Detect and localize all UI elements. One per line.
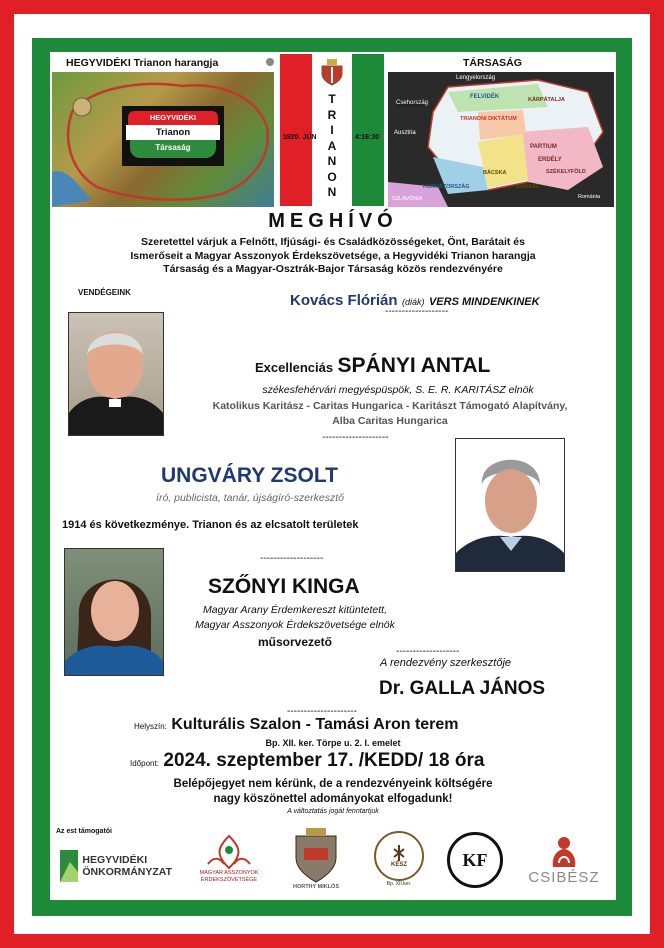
treaty-date: 1920. JÚN [283,134,317,141]
tricolor-banner [280,54,384,206]
editor-name: Dr. GALLA JÁNOS [379,678,546,699]
guest-szonyi: SZŐNYI KINGA [208,575,360,598]
guest-kovacs: Kovács Flórián (diák) VERS MINDENKINEK [290,292,540,309]
spanyi-role: székesfehérvári megyéspüspök, S. E. R. KARITÁSZ elnök [262,384,534,396]
photo-ungvary [455,438,565,572]
venue: Helyszín: Kulturális Szalon - Tamási Aron terem [134,716,459,733]
guests-label: VENDÉGEINK [78,288,131,297]
sponsor-kesz-logo: KÉSZ Bp. XII.ker. [372,830,426,888]
admission-note: Belépőjegyet nem kérünk, de a rendezvényeink költségére nagy köszönettel adományokat elfogadunk! [173,778,493,805]
sponsor-horthy-logo: HORTHY MIKLÓS [282,822,350,894]
divider: ------------------- [260,553,324,564]
bell-icon [266,58,274,66]
divider: --------------------- [287,706,357,717]
invitation-page [50,52,616,900]
sponsor-mae-logo: MAGYAR ASSZONYOK ÉRDEKSZÖVETSÉGE [186,828,272,890]
disclaimer: A változtatás jogát fenntartjuk [287,808,379,815]
folk-motif-icon [204,834,254,870]
historic-hungary-map [52,72,274,207]
sponsor-hegyvideki-logo: HEGYVIDÉKI ÖNKORMÁNYZAT [60,846,172,886]
ungvary-topic: 1914 és következménye. Trianon és az elcsatolt területek [62,519,359,531]
header-right-title: TÁRSASÁG [463,57,522,69]
crest-icon [288,826,344,884]
intro-text: Szeretettel várjuk a Felnőtt, Ifjúsági- és Családközösségeket, Önt, Barátait és Ismerőseit a Magyar Asszonyok Érdekszövetsége, a Hegyvidéki Trianon harangja Társaság és a Magyar-Osztrák-Bajor Társaság közös rendezvényére [130,236,536,275]
event-date: Időpont: 2024. szeptember 17. /KEDD/ 18 óra [130,750,485,771]
map-badge: HEGYVIDÉKI Trianon Társaság [122,106,224,166]
photo-szonyi [64,548,164,676]
spanyi-orgs: Katolikus Karitász - Caritas Hungarica - Karitászt Támogató Alapítvány, Alba Caritas Hungarica [212,400,568,427]
photo-spanyi [68,312,164,436]
header-left-title: HEGYVIDÉKI Trianon harangja [66,57,219,69]
csibesz-emblem-icon [549,835,579,869]
divider: ------------------- [385,306,449,317]
divider: ------------------- [396,646,460,657]
trianon-vertical: T R I A N O N [327,92,337,199]
coat-of-arms-icon [318,58,346,86]
ungvary-role: író, publicista, tanár, újságíró-szerkesztő [156,492,344,504]
treaty-time: 4:16:30 [355,134,380,141]
carpathian-basin-map: Lengyelország Csehország FELVIDÉK KÁRPÁTALJA TRIANONI DIKTÁTUM Ausztria PARTIUM ERDÉLY SZÉKELYFÖLD BÁCSKA HORVÁTORSZÁG BÁNSÁG SZLAVÓNIA Románia [388,72,614,207]
divider: -------------------- [322,432,389,443]
szonyi-honors: Magyar Arany Érdemkereszt kitüntetett, Magyar Asszonyok Érdekszövetsége elnök [195,604,395,631]
chi-rho-icon [390,844,408,862]
venue-address: Bp. XII. ker. Törpe u. 2. I. emelet [265,738,401,748]
sponsors-label: Az est támogatói [56,828,113,835]
hegyvideki-emblem-icon [60,850,78,882]
sponsor-csibesz-logo: CSIBÉSZ [520,830,608,890]
guest-spanyi: Excellenciás SPÁNYI ANTAL [255,354,491,377]
sponsor-kf-logo: KF [442,832,508,888]
page-title: MEGHÍVÓ [268,210,398,232]
editor-label: A rendezvény szerkesztője [380,657,512,669]
szonyi-role: műsorvezető [257,635,333,649]
guest-ungvary: UNGVÁRY ZSOLT [161,464,338,487]
